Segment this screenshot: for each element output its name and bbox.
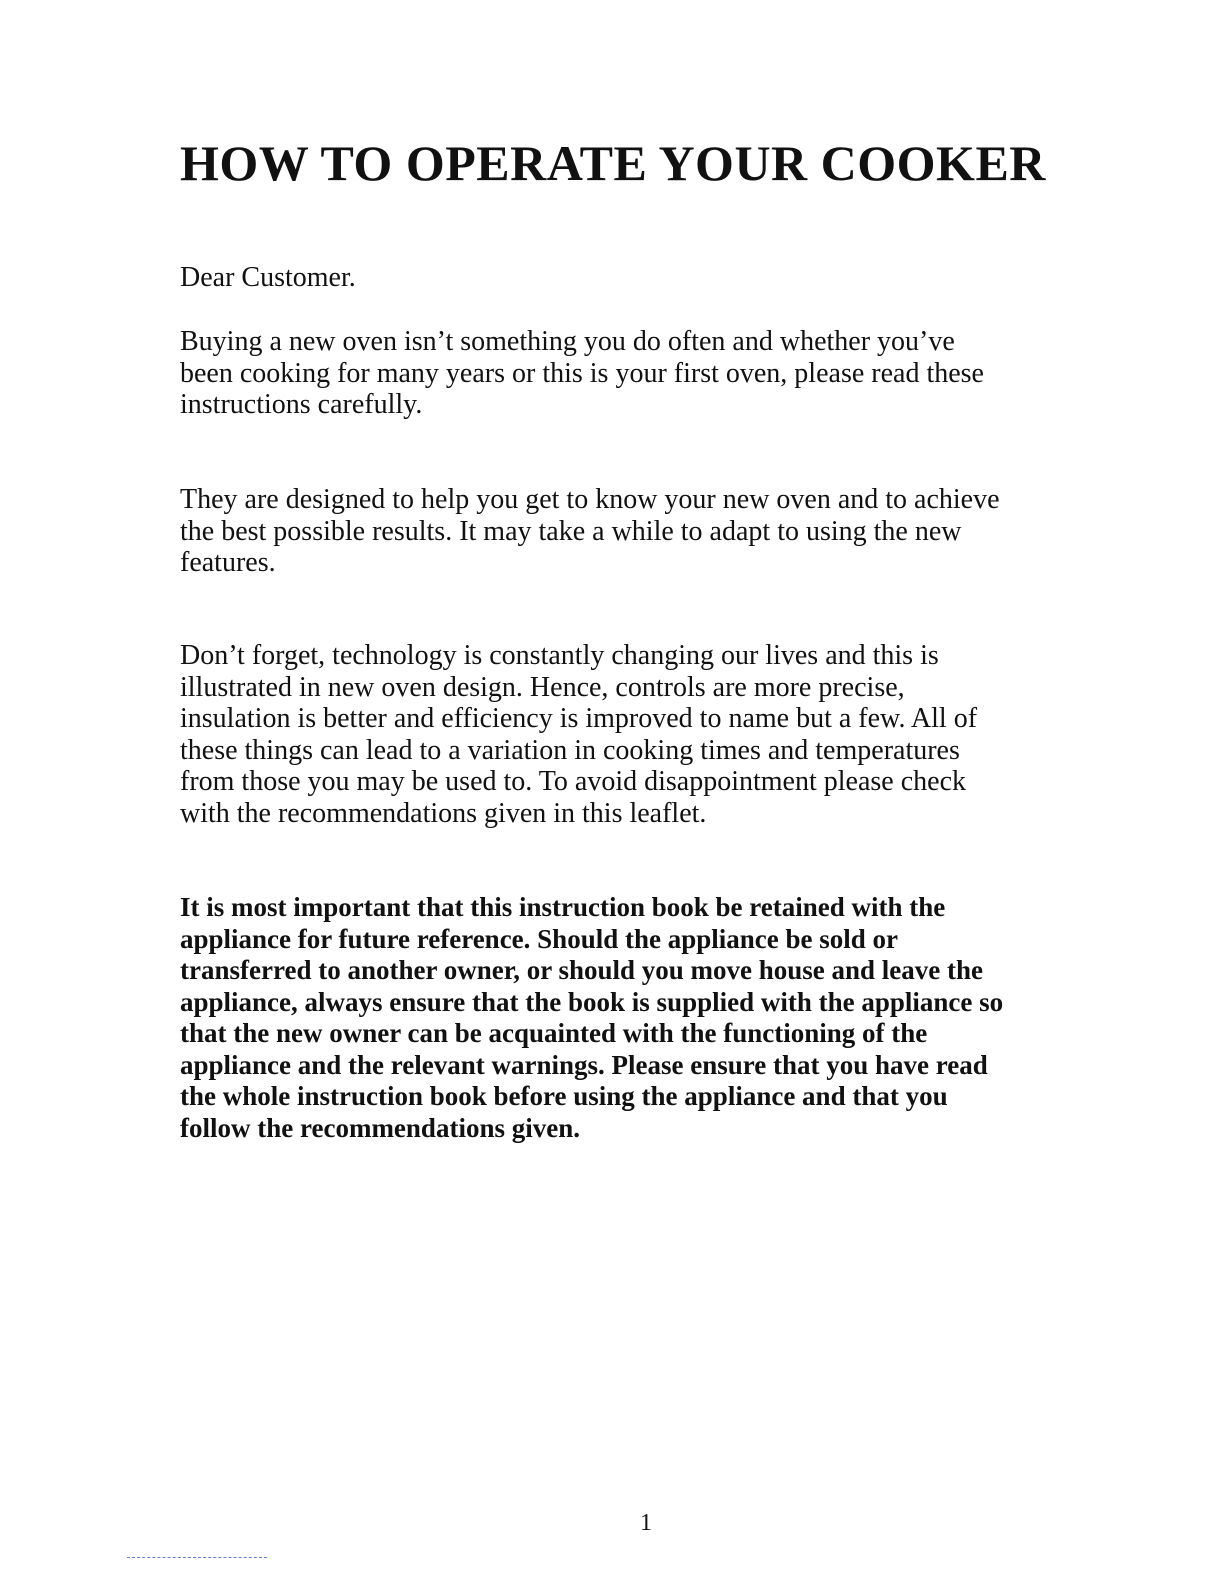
notice-line: that the new owner can be acquainted with the functioning of the (180, 1018, 928, 1048)
notice-line: It is most important that this instruction book be retained with the (180, 892, 946, 922)
notice-line: follow the recommendations given. (180, 1112, 580, 1143)
paragraph-line: They are designed to help you get to know your new oven and to achieve (180, 484, 1000, 515)
paragraph-line: been cooking for many years or this is your first oven, please read these (180, 357, 984, 389)
footer-divider (127, 1557, 267, 1558)
purpose-paragraph (180, 484, 1140, 579)
paragraph-line: insulation is better and efficiency is improved to name but a few. All of (180, 703, 978, 734)
paragraph-line: features. (180, 547, 276, 578)
paragraph-line: from those you may be used to. To avoid disappointment please check (180, 766, 967, 797)
paragraph-line: Buying a new oven isn’t something you do often and whether you’ve (180, 326, 955, 357)
notice-line: appliance for future reference. Should the appliance be sold or (180, 923, 899, 954)
page-title: HOW TO OPERATE YOUR COOKER (180, 135, 1046, 191)
page-number: 1 (640, 1510, 652, 1536)
paragraph-line: instructions carefully. (180, 389, 423, 420)
intro-paragraph (180, 326, 1140, 421)
notice-line: transferred to another owner, or should you move house and leave the (180, 955, 984, 985)
notice-line: appliance and the relevant warnings. Please ensure that you have read (180, 1049, 988, 1080)
paragraph-line: these things can lead to a variation in cooking times and temperatures (180, 734, 960, 766)
important-notice (180, 892, 1140, 1144)
paragraph-line: Don’t forget, technology is constantly changing our lives and this is (180, 640, 939, 671)
notice-line: the whole instruction book before using the appliance and that you (180, 1081, 948, 1111)
paragraph-line: with the recommendations given in this leaflet. (180, 797, 707, 829)
technology-paragraph (180, 640, 1140, 829)
paragraph-line: illustrated in new oven design. Hence, controls are more precise, (180, 671, 905, 703)
notice-line: appliance, always ensure that the book is supplied with the appliance so (180, 986, 1004, 1017)
paragraph-line: the best possible results. It may take a while to adapt to using the new (180, 515, 962, 547)
salutation: Dear Customer. (180, 262, 356, 293)
